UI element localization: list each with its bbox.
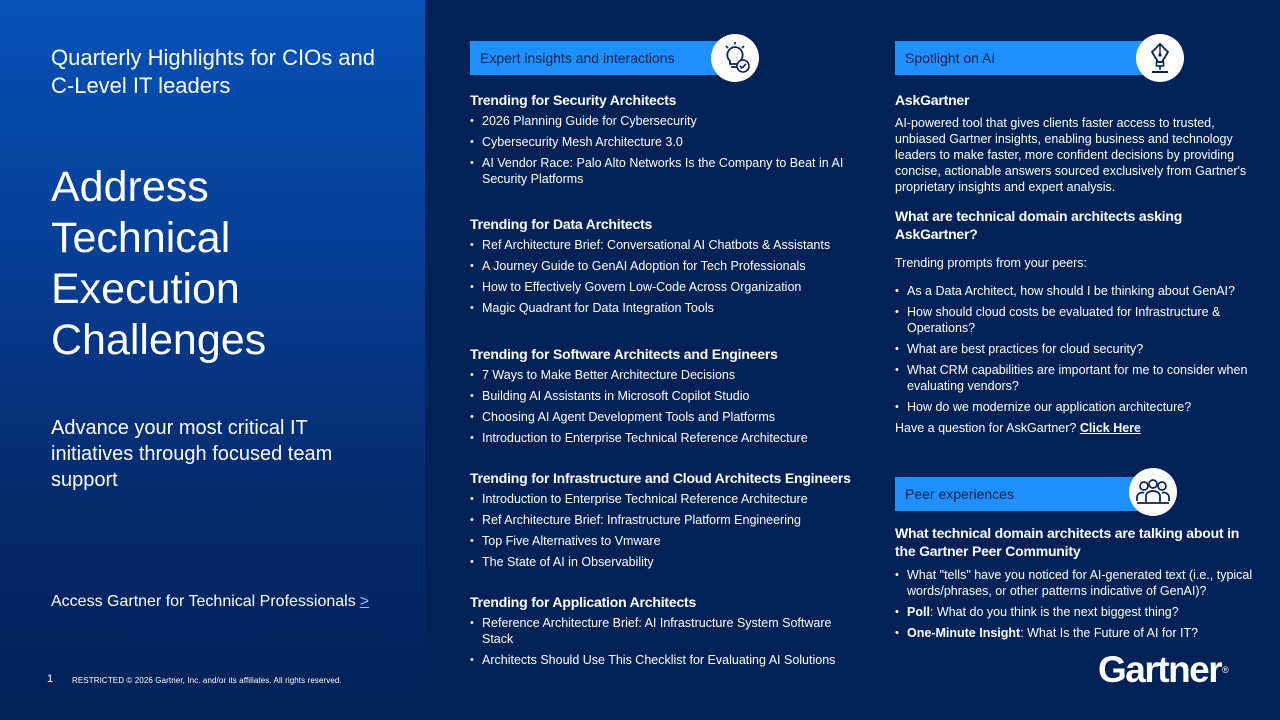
logo-wordmark: Gartner — [1098, 649, 1222, 690]
peer-section-header — [895, 477, 1147, 511]
list-item[interactable]: • Cybersecurity Mesh Architecture 3.0 — [470, 134, 862, 150]
peer-item[interactable] — [895, 604, 1257, 620]
prompt-item: • What CRM capabilities are important for me to consider when evaluating vendors? — [895, 362, 1257, 394]
tagline: Advance your most critical IT initiatives through focused team support — [51, 417, 333, 491]
spotlight-title: AskGartner — [895, 92, 970, 108]
prompt-item: • As a Data Architect, how should I be thinking about GenAI? — [895, 283, 1257, 299]
peer-item-text: What "tells" have you noticed for AI-generated text (i.e., typical words/phrases, or other patterns indicative of GenAI)? — [907, 568, 1253, 598]
group-title: Trending for Security Architects — [470, 92, 677, 108]
list-item[interactable]: • Ref Architecture Brief: Infrastructure Platform Engineering — [470, 512, 862, 528]
expert-section-header — [470, 41, 728, 75]
subtitle: Quarterly Highlights for CIOs and C-Level IT leaders — [51, 45, 376, 98]
peer-item-label: Poll — [907, 605, 930, 619]
list-item[interactable]: • Magic Quadrant for Data Integration Tools — [470, 300, 862, 316]
list-item[interactable]: • AI Vendor Race: Palo Alto Networks Is the Company to Beat in AI Security Platforms — [470, 155, 862, 187]
prompt-item: • How do we modernize our application architecture? — [895, 399, 1257, 415]
spotlight-question-heading: What are technical domain architects asking AskGartner? — [895, 208, 1183, 242]
spotlight-column — [895, 91, 1257, 436]
expert-group — [470, 345, 862, 469]
registered-mark: ® — [1222, 665, 1228, 675]
list-item[interactable]: • 2026 Planning Guide for Cybersecurity — [470, 113, 862, 129]
list-item[interactable]: • Reference Architecture Brief: AI Infrastructure System Software Stack — [470, 615, 862, 647]
prompt-item: • How should cloud costs be evaluated for Infrastructure & Operations? — [895, 304, 1257, 336]
list-item[interactable]: • Architects Should Use This Checklist for Evaluating AI Solutions — [470, 652, 862, 668]
group-title: Trending for Software Architects and Engineers — [470, 346, 778, 362]
page-title: Address Technical Execution Challenges — [51, 163, 267, 364]
spotlight-description: AI-powered tool that gives clients faster access to trusted, unbiased Gartner insights, enabling business and technology leaders to make faster, more confident decisions by providing concise, actionable answers sourced exclusively from Gartner's proprietary insights and expert analysis. — [895, 116, 1247, 194]
access-gartner-link[interactable] — [51, 592, 369, 612]
list-item[interactable]: • Ref Architecture Brief: Conversational AI Chatbots & Assistants — [470, 237, 862, 253]
list-item[interactable]: • How to Effectively Govern Low-Code Across Organization — [470, 279, 862, 295]
list-item[interactable]: • Introduction to Enterprise Technical Reference Architecture — [470, 491, 862, 507]
group-title: Trending for Data Architects — [470, 216, 653, 232]
lightbulb-check-icon — [711, 34, 759, 82]
expert-column — [470, 91, 862, 673]
prompt-item: • What are best practices for cloud security? — [895, 341, 1257, 357]
spotlight-section-label: Spotlight on AI — [905, 50, 996, 66]
expert-group — [470, 469, 862, 593]
list-item[interactable]: • Building AI Assistants in Microsoft Copilot Studio — [470, 388, 862, 404]
peer-item-text: : What Is the Future of AI for IT? — [1020, 626, 1199, 640]
peer-item-label: One-Minute Insight — [907, 626, 1021, 640]
peer-section-label: Peer experiences — [905, 486, 1014, 502]
spotlight-section-header — [895, 41, 1155, 75]
expert-group — [470, 91, 862, 215]
list-item[interactable]: • 7 Ways to Make Better Architecture Decisions — [470, 367, 862, 383]
list-item[interactable]: • A Journey Guide to GenAI Adoption for Tech Professionals — [470, 258, 862, 274]
access-link-text: Access Gartner for Technical Professionals — [51, 593, 356, 610]
peer-column — [895, 524, 1257, 646]
peer-item-text: : What do you think is the next biggest thing? — [929, 605, 1179, 619]
page-number: 1 — [47, 673, 54, 685]
click-here-link[interactable]: Click Here — [1079, 421, 1141, 435]
chevron-right-icon[interactable]: > — [359, 593, 370, 610]
people-group-icon — [1129, 468, 1177, 516]
gartner-logo — [1098, 650, 1227, 690]
peer-item[interactable] — [895, 625, 1257, 641]
expert-section-label: Expert insights and interactions — [480, 50, 675, 66]
askgartner-cta — [895, 420, 1257, 436]
prompts-intro: Trending prompts from your peers: — [895, 256, 1087, 270]
list-item[interactable]: • Top Five Alternatives to Vmware — [470, 533, 862, 549]
peer-heading: What technical domain architects are talking about in the Gartner Peer Community — [895, 525, 1240, 559]
expert-group — [470, 593, 862, 668]
list-item[interactable]: • The State of AI in Observability — [470, 554, 862, 570]
cta-text: Have a question for AskGartner? — [895, 421, 1077, 435]
copyright: RESTRICTED © 2026 Gartner, Inc. and/or its affiliates. All rights reserved. — [72, 676, 342, 685]
pen-nib-icon — [1136, 34, 1184, 82]
group-title: Trending for Infrastructure and Cloud Architects Engineers — [470, 470, 851, 486]
expert-group — [470, 215, 862, 345]
peer-item[interactable] — [895, 567, 1257, 599]
group-title: Trending for Application Architects — [470, 594, 697, 610]
list-item[interactable]: • Choosing AI Agent Development Tools and Platforms — [470, 409, 862, 425]
list-item[interactable]: • Introduction to Enterprise Technical Reference Architecture — [470, 430, 862, 446]
